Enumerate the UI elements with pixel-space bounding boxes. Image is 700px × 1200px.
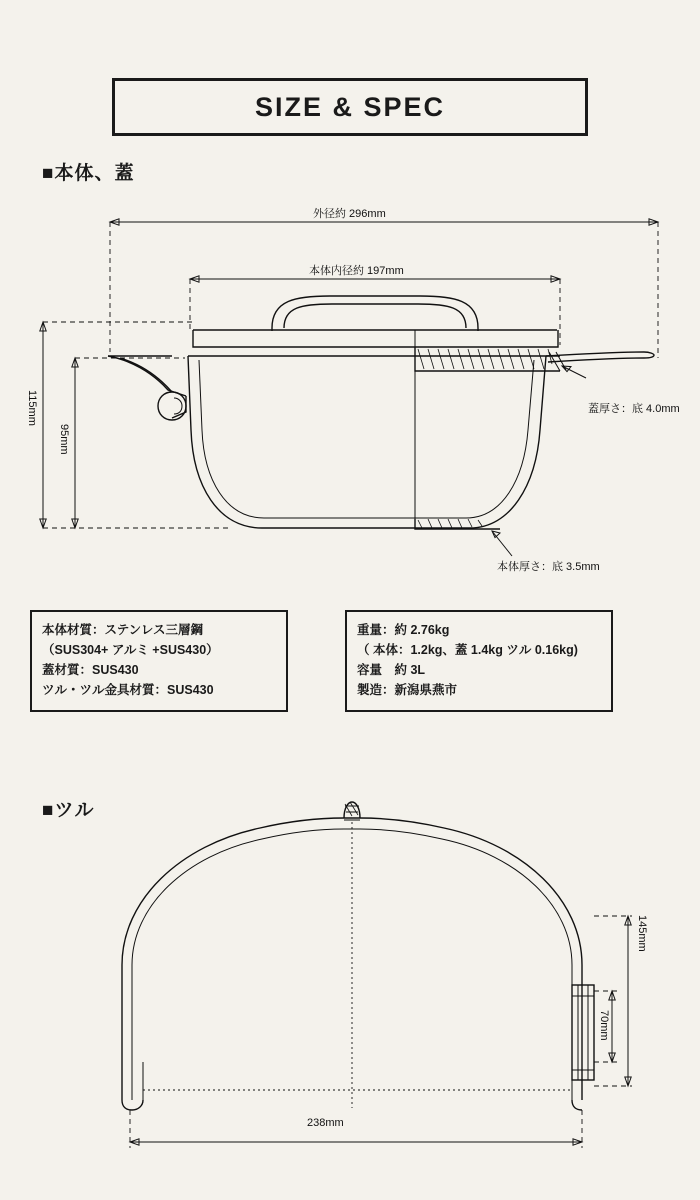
spec-right-line-4: 製造：新潟県燕市 <box>357 683 458 697</box>
spec-box-materials <box>30 610 288 712</box>
dimension-lid-thickness: 蓋厚さ：底 4.0mm <box>588 403 680 415</box>
dimension-outer-diameter: 外径約 296mm <box>313 208 386 220</box>
dimension-body-height: 95mm <box>58 424 70 455</box>
dimension-handle-height-145: 145mm <box>636 915 648 952</box>
lid-section-hatch <box>418 349 552 369</box>
bail-handle-drawing <box>122 802 632 1148</box>
spec-left-line-4: ツル・ツル金具材質：SUS430 <box>42 683 214 697</box>
spec-right-line-2: （ 本体：1.2kg、蓋 1.4kg ツル 0.16kg) <box>357 643 578 657</box>
section-heading-body-lid: ■本体、蓋 <box>42 163 135 184</box>
spec-left-line-2: （SUS304+ アルミ +SUS430） <box>42 643 219 657</box>
dimension-handle-width-238: 238mm <box>307 1117 344 1129</box>
dimension-total-height: 115mm <box>26 390 38 426</box>
section-heading-handle: ■ツル <box>42 800 95 821</box>
spec-right-line-1: 重量：約 2.76kg <box>357 623 450 637</box>
dimension-handle-height-70: 70mm <box>598 1010 610 1041</box>
page-title-banner <box>112 78 588 136</box>
spec-box-weight-capacity <box>345 610 613 712</box>
dimension-body-thickness: 本体厚さ：底 3.5mm <box>497 561 600 573</box>
spec-left-line-1: 本体材質：ステンレス三層鋼 <box>42 623 203 637</box>
spec-left-line-3: 蓋材質：SUS430 <box>42 663 139 677</box>
page-title: SIZE & SPEC <box>254 91 446 122</box>
body-section-hatch <box>418 519 482 528</box>
dimension-inner-diameter: 本体内径約 197mm <box>309 265 404 277</box>
spec-right-line-3: 容量 約 3L <box>357 663 426 677</box>
